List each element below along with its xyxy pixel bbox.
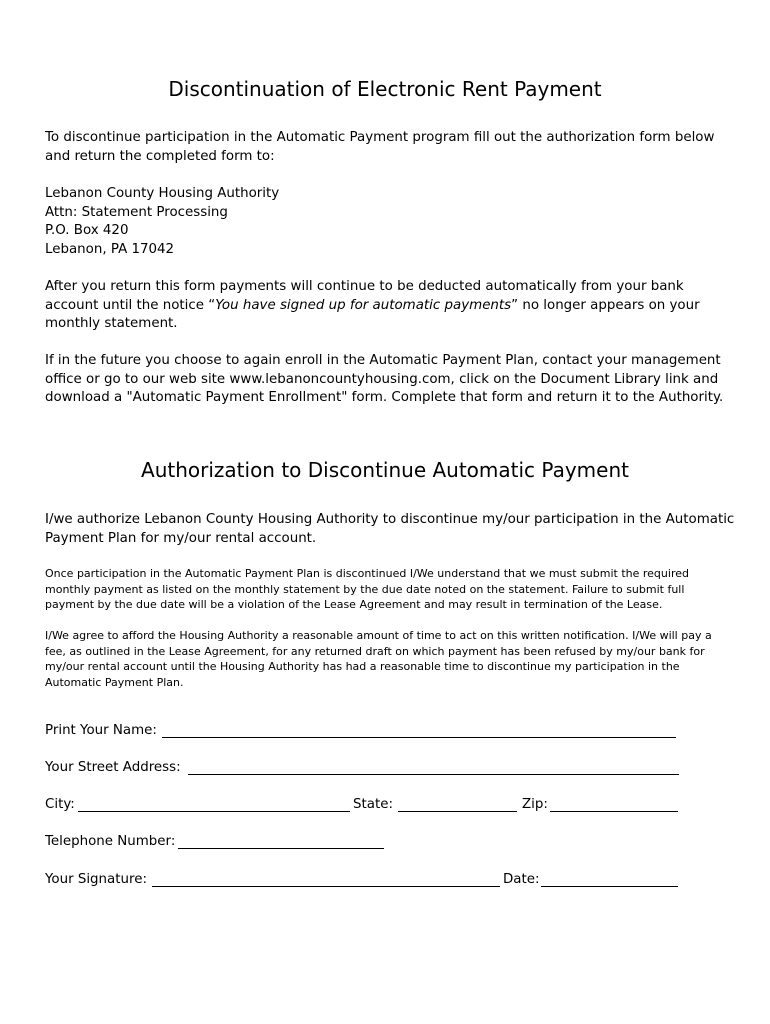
signature-field[interactable] [152, 886, 500, 887]
notice-quote: You have signed up for automatic payments [215, 297, 512, 313]
page-title: Discontinuation of Electronic Rent Payment [168, 77, 602, 101]
street-address-field[interactable] [188, 774, 679, 775]
intro-paragraph: To discontinue participation in the Automatic Payment program fill out the authorization form below and return the completed form to: [45, 130, 715, 164]
name-label: Print Your Name: [45, 723, 157, 738]
name-field[interactable] [162, 737, 676, 738]
zip-label: Zip: [522, 797, 548, 812]
state-field[interactable] [398, 811, 517, 812]
signature-label: Your Signature: [45, 872, 147, 887]
date-label: Date: [503, 872, 540, 887]
city-field[interactable] [78, 811, 350, 812]
reenroll-paragraph: If in the future you choose to again enroll in the Automatic Payment Plan, contact your management office or go to our web site www.lebanoncountyhousing.com, click on the Document Library link and download a "Automatic Payment Enrollment" form. Complete that form and return it to the Authority. [45, 353, 724, 406]
terms-paragraph-1: Once participation in the Automatic Payment Plan is discontinued I/We understand that we must submit the required monthly payment as listed on the monthly statement by the due date noted on the statement. Failure to submit full payment by the due date will be a violation of the Lease Agreement and may result in termination of the Lease. [45, 567, 689, 612]
after-return-text: After you return this form payments will continue to be deducted automatically from your bank account until the notice “ [45, 279, 684, 313]
address-line: Lebanon, PA 17042 [45, 242, 175, 258]
terms-paragraph-2: I/We agree to afford the Housing Authority a reasonable amount of time to act on this written notification. I/We will pay a fee, as outlined in the Lease Agreement, for any returned draft on which payment has been refused by my/our bank for my/our rental account until the Housing Authority has had a reasonable time to discontinue my participation in the Automatic Payment Plan. [45, 629, 712, 689]
address-line: Attn: Statement Processing [45, 204, 228, 220]
after-return-paragraph [45, 278, 735, 334]
zip-field[interactable] [550, 811, 678, 812]
state-label: State: [353, 797, 393, 812]
telephone-field[interactable] [178, 848, 384, 849]
street-address-label: Your Street Address: [45, 760, 181, 775]
after-return-text-end: ” no longer appears on your monthly statement. [45, 297, 700, 332]
address-line: P.O. Box 420 [45, 223, 129, 239]
address-line: Lebanon County Housing Authority [45, 186, 280, 201]
telephone-label: Telephone Number: [45, 834, 176, 849]
city-label: City: [45, 797, 75, 812]
authorization-title: Authorization to Discontinue Automatic Payment [141, 458, 629, 482]
date-field[interactable] [541, 886, 678, 887]
authorization-statement: I/we authorize Lebanon County Housing Authority to discontinue my/our participation in the Automatic Payment Plan for my/our rental account. [45, 512, 735, 546]
mailing-address [45, 185, 735, 260]
